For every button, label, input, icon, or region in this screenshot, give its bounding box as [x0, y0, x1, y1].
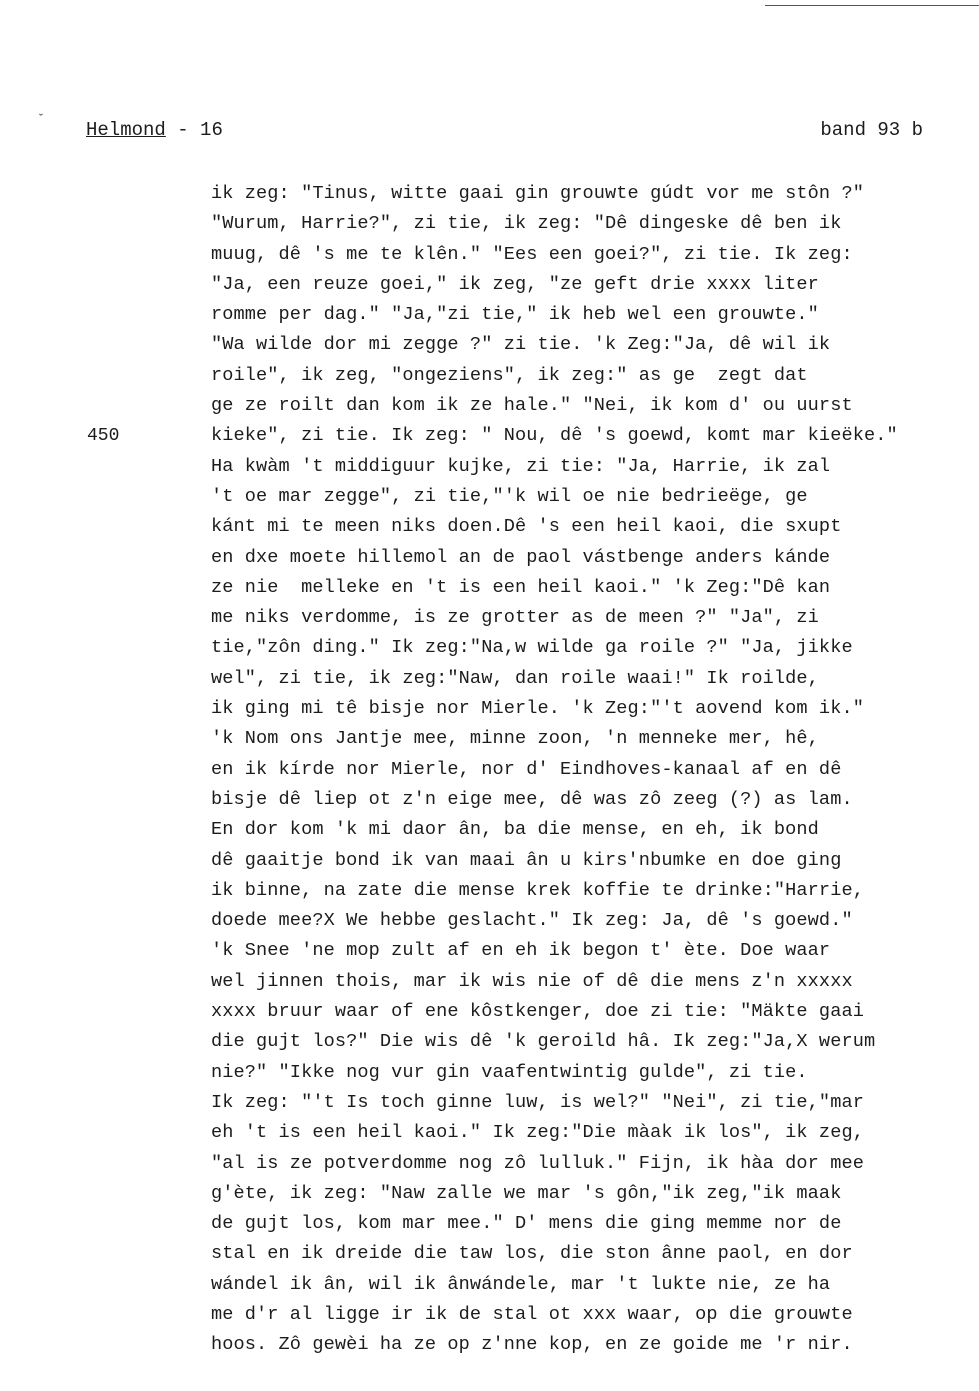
- transcript-line: Ha kwàm 't middiguur kujke, zi tie: "Ja, Harrie, ik zal: [211, 455, 831, 477]
- transcript-line: romme per dag." "Ja,"zi tie," ik heb wel een grouwte.": [211, 304, 819, 326]
- top-edge-rule: [765, 5, 979, 6]
- transcript-line: en dxe moete hillemol an de paol vástbenge anders kánde: [211, 546, 831, 568]
- transcript-line: Ik zeg: "'t Is toch ginne luw, is wel?" "Nei", zi tie,"mar: [211, 1091, 864, 1113]
- transcript-line: die gujt los?" Die wis dê 'k geroild hâ. Ik zeg:"Ja,X werum: [211, 1031, 876, 1053]
- transcript-line: ik binne, na zate die mense krek koffie te drinke:"Harrie,: [211, 879, 864, 901]
- transcript-line: kieke", zi tie. Ik zeg: " Nou, dê 's goewd, komt mar kieëke.": [211, 425, 898, 447]
- transcript-line: wándel ik ân, wil ik ânwándele, mar 't lukte nie, ze ha: [211, 1273, 831, 1295]
- transcript-line: xxxx bruur waar of ene kôstkenger, doe zi tie: "Mäkte gaai: [211, 1001, 864, 1023]
- transcript-line: hoos. Zô gewèi ha ze op z'nne kop, en ze goide me 'r nir.: [211, 1334, 853, 1356]
- transcript-line: g'ète, ik zeg: "Naw zalle we mar 's gôn,"ik zeg,"ik maak: [211, 1182, 842, 1204]
- transcript-line: bisje dê liep ot z'n eige mee, dê was zô zeeg (?) as lam.: [211, 788, 853, 810]
- transcript-line: doede mee?X We hebbe geslacht." Ik zeg: Ja, dê 's goewd.": [211, 910, 853, 932]
- corner-mark: ˇ: [37, 112, 45, 127]
- transcript-line: 'k Nom ons Jantje mee, minne zoon, 'n menneke mer, hê,: [211, 728, 819, 750]
- transcript-line: de gujt los, kom mar mee." D' mens die ging memme nor de: [211, 1213, 842, 1235]
- transcript-line: En dor kom 'k mi daor ân, ba die mense, en eh, ik bond: [211, 819, 819, 841]
- transcript-line: me d'r al ligge ir ik de stal ot xxx waar, op die grouwte: [211, 1303, 853, 1325]
- transcript-line: en ik kírde nor Mierle, nor d' Eindhoves-kanaal af en dê: [211, 758, 842, 780]
- transcript-line: 't oe mar zegge", zi tie,"'k wil oe nie bedrieëge, ge: [211, 485, 808, 507]
- transcript-line: "Wa wilde dor mi zegge ?" zi tie. 'k Zeg:"Ja, dê wil ik: [211, 334, 831, 356]
- page-number: 16: [200, 119, 223, 141]
- transcript-line: "Wurum, Harrie?", zi tie, ik zeg: "Dê dingeske dê ben ik: [211, 213, 842, 235]
- transcript-line: ze nie melleke en 't is een heil kaoi." 'k Zeg:"Dê kan: [211, 576, 831, 598]
- transcript-line: "Ja, een reuze goei," ik zeg, "ze geft drie xxxx liter: [211, 273, 819, 295]
- transcript-line: eh 't is een heil kaoi." Ik zeg:"Die màak ik los", ik zeg,: [211, 1122, 864, 1144]
- transcript-line: tie,"zôn ding." Ik zeg:"Na,w wilde ga roile ?" "Ja, jikke: [211, 637, 853, 659]
- place-name: Helmond: [86, 119, 166, 141]
- margin-line-number: 450: [87, 426, 120, 446]
- page-header-left: [86, 118, 223, 142]
- transcript-line: roile", ik zeg, "ongeziens", ik zeg:" as ge zegt dat: [211, 364, 808, 386]
- transcript-line: stal en ik dreide die taw los, die ston ânne paol, en dor: [211, 1243, 853, 1265]
- transcript-line: muug, dê 's me te klên." "Ees een goei?", zi tie. Ik zeg:: [211, 243, 853, 265]
- transcript-line: dê gaaitje bond ik van maai ân u kirs'nbumke en doe ging: [211, 849, 842, 871]
- transcript-line: ge ze roilt dan kom ik ze hale." "Nei, ik kom d' ou uurst: [211, 395, 853, 417]
- transcript-body: [211, 179, 971, 1361]
- transcript-line: ik ging mi tê bisje nor Mierle. 'k Zeg:"'t aovend kom ik.": [211, 698, 864, 720]
- transcript-line: "al is ze potverdomme nog zô lulluk." Fijn, ik hàa dor mee: [211, 1152, 864, 1174]
- transcript-line: wel", zi tie, ik zeg:"Naw, dan roile waai!" Ik roilde,: [211, 667, 819, 689]
- transcript-line: ik zeg: "Tinus, witte gaai gin grouwte gúdt vor me stôn ?": [211, 183, 864, 204]
- tape-reference: band 93 b: [820, 119, 923, 141]
- transcript-line: 'k Snee 'ne mop zult af en eh ik begon t' ète. Doe waar: [211, 940, 831, 962]
- transcript-line: nie?" "Ikke nog vur gin vaafentwintig gulde", zi tie.: [211, 1061, 808, 1083]
- transcript-line: wel jinnen thois, mar ik wis nie of dê die mens z'n xxxxx: [211, 970, 853, 992]
- transcript-line: kánt mi te meen niks doen.Dê 's een heil kaoi, die sxupt: [211, 516, 842, 538]
- header-separator: -: [165, 119, 201, 141]
- transcript-line: me niks verdomme, is ze grotter as de meen ?" "Ja", zi: [211, 607, 819, 629]
